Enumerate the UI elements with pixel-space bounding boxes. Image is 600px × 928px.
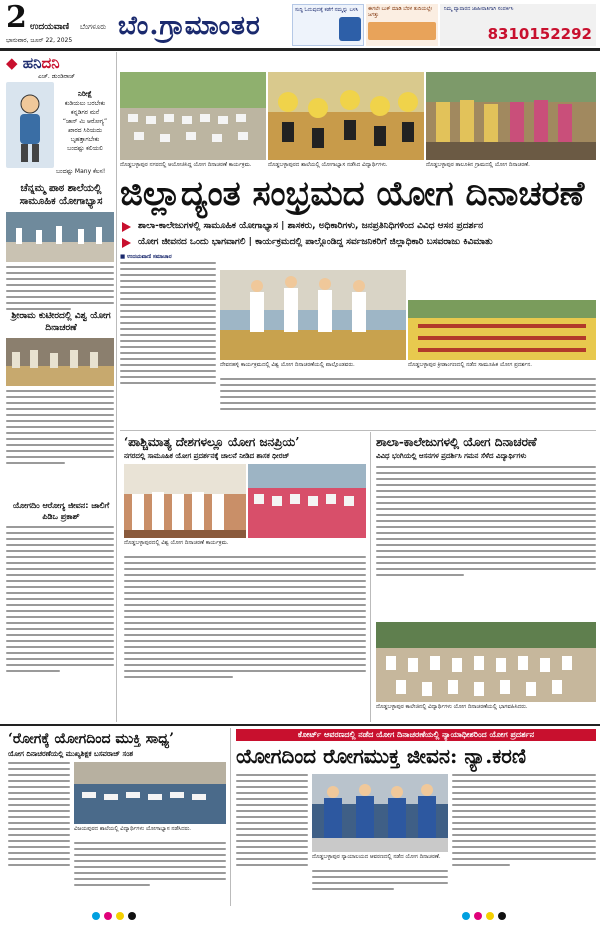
bottom-left-body-2 [74,842,226,904]
column-divider [116,52,117,722]
bottom-left-title: ‘ರೋಗಕ್ಕೆ ಯೋಗದಿಂದ ಮುಕ್ತಿ ಸಾಧ್ಯ’ [8,731,174,747]
top-photo-1-caption: ದೊಡ್ಡಬಳ್ಳಾಪುರ ನಗರದಲ್ಲಿ ಆಯೋಜಿಸಿದ್ದ ಯೋಗ ದಿನಾಚರಣೆ ಕಾರ್ಯಕ್ರಮ. [120,162,252,168]
bottom-right-photo [312,774,448,852]
triangle-bullet-icon [122,238,131,248]
poem-line: “ಜಾನ್ ಮಿ ಆರೋಗ್ಯ” [62,118,108,125]
main-subhead-1: ಶಾಲಾ-ಕಾಲೇಜುಗಳಲ್ಲಿ ಸಾಮೂಹಿಕ ಯೋಗಾಭ್ಯಾಸ | ಶಾಸಕರು, ಅಧಿಕಾರಿಗಳು, ಜನಪ್ರತಿನಿಧಿಗಳಿಂದ ವಿವಿಧ ಆಸನ ಪ್ರದರ್ಶನ [120,220,596,233]
ad-phone-number: 8310152292 [487,25,592,43]
main-subhead-2: ಯೋಗ ಜೀವನದ ಒಂದು ಭಾಗವಾಗಲಿ | ಕಾರ್ಯಕ್ರಮದಲ್ಲಿ ಪಾಲ್ಗೊಂಡಿದ್ದ ಸರ್ವಜನಿಕರಿಗೆ ಜಿಲ್ಲಾಧಿಕಾರಿ ಬಸವರಾಜು ಕಿವಿಮಾತು [120,236,596,249]
story2-subtitle: ನಗರದಲ್ಲಿ ಸಾಮೂಹಿಕ ಯೋಗ ಪ್ರದರ್ಶನಕ್ಕೆ ಚಾಲನೆ ನೀಡಿದ ಶಾಸಕ ಧೀರಜ್ [124,452,290,460]
masthead-rule [0,48,600,51]
registration-dot [116,912,124,920]
bottom-left-body-1 [8,762,70,902]
poem-block [56,90,114,153]
divider [120,430,596,431]
stadium-yoga-photo [408,300,596,360]
story3-photo [376,622,596,702]
poem-title: ನಿರೀಕ್ಷೆ [77,90,93,98]
main-body-col-1 [120,262,216,426]
registration-dot [474,912,482,920]
students-yoga-photo [268,72,424,160]
story3-body [376,466,596,618]
bottom-right-kicker: ಕೋರ್ಟ್ ಆವರಣದಲ್ಲಿ ನಡೆದ ಯೋಗ ದಿನಾಚರಣೆಯಲ್ಲಿ ನ್ಯಾಯಾಧೀಶರಿಂದ ಯೋಗ ಪ್ರದರ್ಶನ [236,729,596,741]
yoga-hall-photo [6,338,114,386]
left-story-1-title: ಚೆನ್ನಮ್ಮ ಪಾಠ ಶಾಲೆಯಲ್ಲಿ ಸಾಮೂಹಿಕ ಯೋಗಾಭ್ಯಾಸ [19,183,103,207]
ad-news-app [292,4,364,46]
bottom-rule [0,724,600,726]
drop-icon: ◆ [6,54,18,72]
registration-dot [486,912,494,920]
registration-dot [128,912,136,920]
bottom-left-photo [74,762,226,824]
mid-photo-1 [220,270,406,360]
registration-dot [92,912,100,920]
main-byline: ■ ಉದಯವಾಣಿ ಸಮಾಚಾರ [120,254,172,260]
story2-photo-2 [248,464,366,538]
paper-name: ಉದಯವಾಣಿ [30,22,70,32]
story3-subtitle: ವಿವಿಧ ಭಂಗಿಯಲ್ಲಿ ಆಸನಗಳ ಪ್ರದರ್ಶಿಸಿ ಗಮನ ಸೆಳೆದ ವಿದ್ಯಾರ್ಥಿಗಳು [376,452,527,460]
village-yoga-photo [426,72,596,160]
cartoon-illustration [6,82,54,168]
bottom-left-caption: ವಿಜಯಪುರದ ಶಾಲೆಯಲ್ಲಿ ವಿದ್ಯಾರ್ಥಿಗಳು ಯೋಗಾಭ್ಯಾಸ ನಡೆಸಿದರು. [74,826,192,832]
bottom-right-body-1 [236,774,308,904]
story2-photo-1 [124,464,246,538]
triangle-bullet-icon [122,222,131,232]
brand-part2: ದನಿ [41,54,60,72]
left-story-3-body [6,526,114,722]
poem-line: ಬೃಹತ್ತಾಗಬೇಕು [70,136,100,143]
school-yoga-photo [74,762,226,824]
ad3-text: ನಿಮ್ಮ ವ್ಯಾಪಾರದ ಜಾಹೀರಾತಿಗಾಗಿ ಸಂಪರ್ಕಿಸಿ [444,6,514,12]
yoga-group-photo [6,212,114,262]
dateline: ಭಾನುವಾರ, ಜೂನ್ 22, 2025 [6,37,73,44]
ad2-text: ಈಗಲೇ ಬುಕ್ ಮಾಡಿ ಬೆರಳ ತುದಿಯಲ್ಲೇ ಜಗತ್ತು [368,6,433,18]
story2-title: ‘ಪಾಶ್ಚಿಮಾತ್ಯ ದೇಶಗಳಲ್ಲೂ ಯೋಗ ಜನಪ್ರಿಯ’ [124,435,300,449]
brand-part1: ಹನಿ [22,54,42,72]
top-photo-3 [426,72,596,160]
mid-photo-2 [408,300,596,360]
column-divider [370,432,371,722]
ad-booking [366,4,438,46]
column-brand [6,54,60,72]
registration-dot [498,912,506,920]
ad2-graphic [368,22,436,40]
left-story-2-photo [6,338,114,386]
bottom-right-body-3 [452,774,596,904]
poem-line: ಖಾರದ ಸಿರಿಯದು [67,127,102,134]
top-photo-1 [120,72,266,160]
left-story-3-title: ಯೋಗದಿಂ ಆರೋಗ್ಯ ಜೀವನ: ಜಾಲಿಗೆ ಪಿಡಿಒ ಪ್ರಕಾಶ್ [12,501,110,521]
poem-signature: ಬಂದಷ್ಟು Many ಕೆಲಸ! [56,168,106,175]
bottom-right-body-2 [312,870,448,904]
left-story-2-body [6,390,114,490]
poem-line: ಬಂದಷ್ಟು ಕಲಿಯಲಿ [67,145,103,152]
top-photo-2-caption: ದೊಡ್ಡಬಳ್ಳಾಪುರದ ಶಾಲೆಯಲ್ಲಿ ಯೋಗಾಭ್ಯಾಸ ನಡೆಸಿದ ವಿದ್ಯಾರ್ಥಿಗಳು. [268,162,388,168]
story3-title: ಶಾಲಾ-ಕಾಲೇಜುಗಳಲ್ಲಿ ಯೋಗ ದಿನಾಚರಣೆ [376,435,537,449]
bottom-left-subtitle: ಯೋಗ ದಿನಾಚರಣೆಯಲ್ಲಿ ಮುಖ್ಯಶಿಕ್ಷಕ ಬಸವರಾಜ್ ಸಂಶ [8,750,134,758]
story2-body [124,556,366,720]
column-divider [230,728,231,906]
main-headline: ಜಿಲ್ಲಾದ್ಯಂತ ಸಂಭ್ರಮದ ಯೋಗ ದಿನಾಚರಣೆ [120,174,585,214]
story2-caption: ದೊಡ್ಡಬಳ್ಳಾಪುರದಲ್ಲಿ ವಿಶ್ವ ಯೋಗ ದಿನಾಚರಣೆ ಕಾರ್ಯಕ್ರಮ. [124,540,229,546]
yoga-ground-photo [120,72,266,160]
story3-caption: ದೊಡ್ಡಬಳ್ಳಾಪುರ ಕಾಲೇಜಿನಲ್ಲಿ ವಿದ್ಯಾರ್ಥಿಗಳು ಯೋಗ ದಿನಾಚರಣೆಯಲ್ಲಿ ಭಾಗವಹಿಸಿದರು. [376,704,528,710]
phone-illustration [339,17,361,41]
ad-classifieds [440,4,596,46]
bottom-right-title: ಯೋಗದಿಂದ ರೋಗಮುಕ್ತ ಜೀವನ: ನ್ಯಾ.ಕರಣಿ [236,744,526,768]
court-yoga-photo [312,774,448,852]
cartoon-figure-icon [6,82,54,168]
section-title: ಬೆಂ.ಗ್ರಾಮಾಂತರ [118,11,261,41]
registration-dot [462,912,470,920]
stage-dignitaries-photo [124,464,246,538]
page-number: 2 [6,0,27,35]
column-author: ಎಚ್. ಡುಂಡಿರಾಜ್ [38,73,76,80]
registration-dot [104,912,112,920]
top-photo-2 [268,72,424,160]
top-photo-3-caption: ದೊಡ್ಡಬಳ್ಳಾಪುರ ತಾಲೂಕಿನ ಗ್ರಾಮದಲ್ಲಿ ಯೋಗ ದಿನಾಚರಣೆ. [426,162,530,168]
leaders-yoga-photo [220,270,406,360]
mid-photo-1-caption: ದೇವನಹಳ್ಳಿ ಕಾರ್ಯಕ್ರಮದಲ್ಲಿ ವಿಶ್ವ ಯೋಗ ದಿನಾಚರಣೆಯಲ್ಲಿ ಪಾಲ್ಗೊಂಡವರು. [220,362,355,368]
mid-photo-2-caption: ದೊಡ್ಡಬಳ್ಳಾಪುರ ಕ್ರೀಡಾಂಗಣದಲ್ಲಿ ನಡೆದ ಸಾಮೂಹಿಕ ಯೋಗ ಪ್ರದರ್ಶನ. [408,362,533,368]
poem-line: ಕುಡಿಯಲು ಬರಬೇಕು [64,100,106,107]
left-story-2-title: ಶ್ರೀರಾಮ ಕುಟೀರದಲ್ಲಿ ವಿಶ್ವ ಯೋಗ ದಿನಾಚರಣೆ [11,311,111,333]
left-story-1-photo [6,212,114,262]
crowd-yoga-photo [248,464,366,538]
ad1-text: ಸುದ್ದಿ ಓದುವುದಕ್ಕೆ ಕಡೆಗೆ ನಮ್ಮನ್ನು ಬಳಸಿ [295,7,359,13]
main-body-lower [220,378,596,426]
poem-line: ಕನ್ನಡಿಗರ ಮನೆ [70,109,100,116]
bottom-right-caption: ದೊಡ್ಡಬಳ್ಳಾಪುರ ನ್ಯಾಯಾಲಯದ ಆವರಣದಲ್ಲಿ ನಡೆದ ಯೋಗ ದಿನಾಚರಣೆ. [312,854,441,860]
college-yoga-photo [376,622,596,702]
city-label: ಬೆಂಗಳೂರು [80,23,107,31]
